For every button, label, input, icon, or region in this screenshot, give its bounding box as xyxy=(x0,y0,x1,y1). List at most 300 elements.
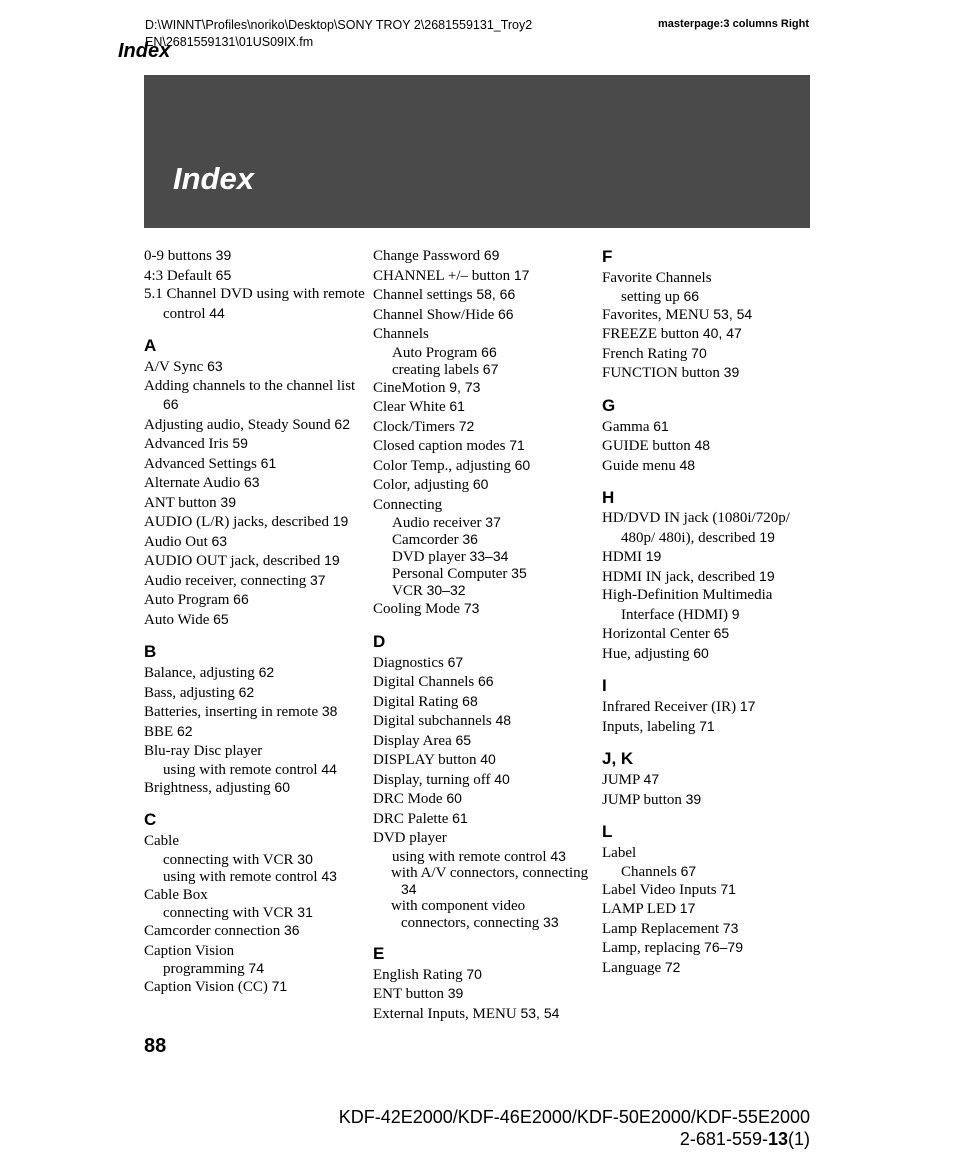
index-subentry xyxy=(144,761,366,778)
entry-page-ref: 60 xyxy=(514,456,531,473)
index-entry xyxy=(373,984,595,1004)
entry-term: Language xyxy=(602,959,665,976)
index-entry xyxy=(373,731,595,751)
index-entry xyxy=(144,571,366,591)
index-entry xyxy=(373,436,595,456)
index-entry xyxy=(144,921,366,941)
entry-term: Lamp, replacing xyxy=(602,940,705,956)
entry-term: Diagnostics xyxy=(373,654,448,671)
index-entry xyxy=(373,378,595,398)
entry-term: Infrared Receiver (IR) xyxy=(602,699,740,715)
entry-term: English Rating xyxy=(373,966,467,983)
entry-page-ref: 67 xyxy=(447,653,464,670)
entry-term: JUMP button xyxy=(602,791,686,808)
index-entry xyxy=(602,843,824,863)
entry-page-ref: 71 xyxy=(720,880,736,897)
index-entry xyxy=(373,246,595,266)
entry-term: CineMotion xyxy=(373,379,450,396)
index-entry xyxy=(373,789,595,809)
entry-page-ref: 31 xyxy=(297,904,313,920)
file-path-line2: EN\2681559131\01US09IX.fm xyxy=(145,35,314,49)
entry-page-ref: 65 xyxy=(713,625,730,641)
entry-term: Caption Vision xyxy=(144,942,235,959)
index-column-3 xyxy=(602,246,824,977)
entry-term: Digital Channels xyxy=(373,674,478,690)
index-entry xyxy=(144,512,366,532)
file-path-line1: D:\WINNT\Profiles\noriko\Desktop\SONY TROY 2\2681559131_Troy2 xyxy=(145,18,533,32)
index-entry xyxy=(602,417,824,437)
index-entry xyxy=(144,722,366,742)
section-letter: L xyxy=(602,822,613,841)
entry-term: Label Video Inputs xyxy=(602,881,721,898)
entry-page-ref: 63 xyxy=(243,474,260,490)
index-entry xyxy=(144,702,366,722)
index-subentry xyxy=(373,582,595,599)
entry-page-ref: 36 xyxy=(462,531,478,547)
entry-page-ref: 36 xyxy=(283,922,300,938)
index-entry xyxy=(144,357,366,377)
entry-term: French Rating xyxy=(602,345,692,362)
entry-term: Adding channels to the channel list xyxy=(144,377,356,394)
banner-title: Index xyxy=(173,161,254,196)
index-entry xyxy=(144,246,366,266)
entry-term: Cable xyxy=(144,833,179,849)
index-subentry xyxy=(373,531,595,548)
entry-page-ref: 37 xyxy=(485,514,501,530)
entry-page-ref: 67 xyxy=(482,360,499,377)
entry-term: 5.1 Channel DVD using with remote control xyxy=(144,286,365,322)
index-entry xyxy=(144,285,366,323)
index-entry xyxy=(602,324,824,344)
entry-term: Color, adjusting xyxy=(373,477,473,493)
entry-term: DISPLAY button xyxy=(373,752,481,768)
section-letter: J, K xyxy=(602,749,634,768)
part-suffix: (1) xyxy=(788,1129,810,1149)
entry-page-ref: 68 xyxy=(462,692,478,709)
entry-term: BBE xyxy=(144,723,177,740)
index-entry xyxy=(373,750,595,770)
entry-page-ref: 19 xyxy=(759,567,775,584)
entry-page-ref: 9, 73 xyxy=(449,378,481,395)
entry-term: VCR xyxy=(392,583,427,599)
entry-term: connecting with VCR xyxy=(163,905,298,921)
entry-page-ref: 33–34 xyxy=(469,548,509,564)
entry-term: Camcorder xyxy=(392,532,463,548)
entry-page-ref: 70 xyxy=(466,965,482,982)
index-banner xyxy=(144,75,810,228)
entry-term: ENT button xyxy=(373,986,448,1002)
index-subentry xyxy=(373,848,595,865)
entry-page-ref: 40 xyxy=(494,770,510,787)
index-entry xyxy=(602,919,824,939)
entry-term: High-Definition Multimedia Interface (HDMI) xyxy=(602,587,773,623)
entry-term: Clear White xyxy=(373,399,450,415)
entry-term: JUMP xyxy=(602,772,644,788)
entry-page-ref: 60 xyxy=(472,476,489,492)
entry-page-ref: 66 xyxy=(163,396,179,412)
index-entry xyxy=(602,880,824,900)
entry-page-ref: 39 xyxy=(215,247,232,263)
entry-page-ref: 48 xyxy=(679,456,696,473)
entry-page-ref: 19 xyxy=(759,528,775,545)
entry-term: Label xyxy=(602,845,637,861)
index-entry xyxy=(144,610,366,630)
entry-page-ref: 44 xyxy=(321,760,337,777)
entry-page-ref: 67 xyxy=(680,862,697,879)
entry-term: Closed caption modes xyxy=(373,438,510,454)
entry-term: Cooling Mode xyxy=(373,601,464,617)
entry-page-ref: 9 xyxy=(731,605,740,622)
part-prefix: 2-681-559- xyxy=(679,1129,768,1149)
index-entry xyxy=(373,672,595,692)
index-subentry xyxy=(373,865,595,898)
entry-page-ref: 70 xyxy=(691,344,707,361)
entry-page-ref: 17 xyxy=(679,900,696,916)
entry-term: Digital subchannels xyxy=(373,713,496,729)
section-letter: A xyxy=(144,336,157,355)
entry-page-ref: 58, 66 xyxy=(476,286,516,302)
entry-page-ref: 38 xyxy=(321,703,338,719)
index-subentry xyxy=(144,868,366,885)
index-entry xyxy=(373,828,595,848)
entry-term: Adjusting audio, Steady Sound xyxy=(144,416,335,433)
index-entry xyxy=(602,268,824,288)
entry-page-ref: 61 xyxy=(449,398,465,414)
index-subentry xyxy=(602,288,824,305)
index-entry xyxy=(373,456,595,476)
running-title: Index xyxy=(118,40,171,62)
index-entry xyxy=(602,344,824,364)
index-subentry xyxy=(373,361,595,378)
entry-page-ref: 69 xyxy=(483,247,500,263)
index-entry xyxy=(602,717,824,737)
masterpage-label: masterpage:3 columns Right xyxy=(658,18,809,30)
entry-page-ref: 62 xyxy=(238,683,255,700)
entry-term: Alternate Audio xyxy=(144,475,244,491)
entry-page-ref: 19 xyxy=(332,513,349,529)
entry-term: Clock/Timers xyxy=(373,418,459,435)
entry-term: Auto Program xyxy=(392,344,482,361)
entry-page-ref: 37 xyxy=(310,571,326,588)
entry-term: Auto Program xyxy=(144,592,234,608)
index-entry xyxy=(602,436,824,456)
entry-term: Display, turning off xyxy=(373,771,495,788)
index-entry xyxy=(373,599,595,619)
section-letter: E xyxy=(373,943,385,963)
entry-term: Guide menu xyxy=(602,457,680,474)
entry-page-ref: 30–32 xyxy=(426,582,466,598)
entry-term: A/V Sync xyxy=(144,359,208,375)
entry-page-ref: 39 xyxy=(220,493,236,510)
index-entry xyxy=(373,324,595,344)
entry-page-ref: 61 xyxy=(260,454,277,471)
entry-term: Favorites, MENU xyxy=(602,306,714,323)
entry-term: with A/V connectors, connecting xyxy=(391,864,589,881)
part-number xyxy=(339,1128,810,1150)
entry-term: with component video connectors, connecting xyxy=(391,897,544,931)
entry-page-ref: 60 xyxy=(693,644,709,661)
entry-term: Audio Out xyxy=(144,533,212,550)
index-entry xyxy=(373,475,595,495)
entry-page-ref: 44 xyxy=(209,304,225,321)
index-entry xyxy=(144,885,366,905)
entry-term: Audio receiver, connecting xyxy=(144,572,310,589)
entry-term: LAMP LED xyxy=(602,901,680,917)
entry-page-ref: 66 xyxy=(478,673,494,689)
entry-page-ref: 17 xyxy=(513,266,530,283)
entry-term: Display Area xyxy=(373,732,456,749)
entry-term: HDMI xyxy=(602,549,646,565)
index-entry xyxy=(373,495,595,515)
entry-term: using with remote control xyxy=(163,761,322,778)
index-entry xyxy=(373,1004,595,1024)
entry-page-ref: 63 xyxy=(211,532,228,549)
entry-term: DRC Mode xyxy=(373,791,447,807)
index-subentry xyxy=(373,344,595,361)
index-entry xyxy=(602,547,824,567)
index-entry xyxy=(373,711,595,731)
index-entry xyxy=(144,778,366,798)
page-number: 88 xyxy=(144,1035,167,1057)
section-letter: H xyxy=(602,488,615,507)
index-subentry xyxy=(602,863,824,880)
entry-term: using with remote control xyxy=(163,868,322,885)
index-entry xyxy=(144,941,366,961)
entry-term: Balance, adjusting xyxy=(144,665,259,681)
entry-term: Channel Show/Hide xyxy=(373,306,498,323)
entry-term: DRC Palette xyxy=(373,810,453,827)
entry-page-ref: 66 xyxy=(233,591,249,607)
entry-term: Channels xyxy=(621,863,681,880)
entry-term: Advanced Settings xyxy=(144,455,261,472)
entry-term: Caption Vision (CC) xyxy=(144,979,272,995)
entry-term: Brightness, adjusting xyxy=(144,779,275,796)
entry-term: Personal Computer xyxy=(392,566,512,582)
entry-term: FREEZE button xyxy=(602,326,703,342)
index-column-1 xyxy=(144,246,366,997)
entry-page-ref: 48 xyxy=(495,712,512,728)
entry-term: Hue, adjusting xyxy=(602,645,694,662)
entry-page-ref: 61 xyxy=(653,417,669,434)
entry-term: Horizontal Center xyxy=(602,626,714,642)
index-entry xyxy=(602,697,824,717)
entry-page-ref: 30 xyxy=(297,850,313,867)
index-entry xyxy=(144,831,366,851)
index-entry xyxy=(373,770,595,790)
entry-term: programming xyxy=(163,961,249,977)
index-entry xyxy=(144,415,366,435)
entry-page-ref: 19 xyxy=(324,552,340,568)
entry-term: Favorite Channels xyxy=(602,270,712,286)
index-entry xyxy=(602,938,824,958)
entry-term: Change Password xyxy=(373,248,484,264)
entry-page-ref: 40 xyxy=(480,751,496,767)
model-numbers: KDF-42E2000/KDF-46E2000/KDF-50E2000/KDF-55E2000 xyxy=(338,1107,810,1127)
entry-term: Gamma xyxy=(602,418,654,435)
index-entry xyxy=(602,509,824,547)
entry-term: setting up xyxy=(621,288,684,305)
entry-term: AUDIO OUT jack, described xyxy=(144,553,325,569)
entry-term: Advanced Iris xyxy=(144,436,233,452)
index-entry xyxy=(144,663,366,683)
index-entry xyxy=(373,965,595,985)
entry-page-ref: 53, 54 xyxy=(713,305,753,322)
entry-page-ref: 39 xyxy=(723,364,740,380)
entry-term: DVD player xyxy=(373,830,447,846)
entry-term: Lamp Replacement xyxy=(602,920,723,937)
index-entry xyxy=(144,473,366,493)
entry-page-ref: 17 xyxy=(739,698,756,714)
entry-term: FUNCTION button xyxy=(602,365,724,381)
entry-page-ref: 60 xyxy=(274,778,290,795)
entry-page-ref: 71 xyxy=(509,437,525,453)
index-entry xyxy=(602,958,824,978)
entry-page-ref: 62 xyxy=(334,415,350,432)
entry-page-ref: 72 xyxy=(458,417,475,434)
entry-term: ANT button xyxy=(144,494,221,511)
index-entry xyxy=(602,363,824,383)
entry-page-ref: 39 xyxy=(447,985,464,1001)
entry-page-ref: 43 xyxy=(321,867,337,884)
entry-page-ref: 71 xyxy=(699,717,715,734)
index-entry xyxy=(602,586,824,624)
entry-term: External Inputs, MENU xyxy=(373,1005,521,1022)
index-entry xyxy=(373,809,595,829)
entry-page-ref: 61 xyxy=(452,809,468,826)
entry-page-ref: 62 xyxy=(176,722,193,739)
index-entry xyxy=(373,285,595,305)
entry-page-ref: 59 xyxy=(232,435,248,451)
entry-page-ref: 60 xyxy=(446,790,462,806)
entry-page-ref: 63 xyxy=(207,358,223,374)
entry-term: Color Temp., adjusting xyxy=(373,457,515,474)
section-letter: F xyxy=(602,247,613,266)
entry-term: Connecting xyxy=(373,496,443,513)
index-entry xyxy=(373,653,595,673)
entry-page-ref: 66 xyxy=(683,287,700,304)
index-entry xyxy=(373,397,595,417)
index-entry xyxy=(602,790,824,810)
entry-page-ref: 65 xyxy=(455,731,472,748)
entry-term: DVD player xyxy=(392,549,470,565)
index-entry xyxy=(602,456,824,476)
index-entry xyxy=(373,692,595,712)
entry-term: creating labels xyxy=(392,361,483,378)
entry-page-ref: 39 xyxy=(685,790,702,807)
entry-page-ref: 73 xyxy=(722,919,739,936)
entry-term: connecting with VCR xyxy=(163,851,298,868)
index-entry xyxy=(602,899,824,919)
part-bold: 13 xyxy=(767,1129,788,1149)
entry-term: Auto Wide xyxy=(144,611,214,628)
entry-term: HD/DVD IN jack (1080i/720p/ 480p/ 480i), described xyxy=(602,510,790,546)
entry-page-ref: 62 xyxy=(258,664,275,680)
index-entry xyxy=(373,417,595,437)
index-entry xyxy=(144,493,366,513)
entry-page-ref: 76–79 xyxy=(704,939,743,955)
index-subentry xyxy=(373,548,595,565)
index-subentry xyxy=(373,565,595,582)
section-letter: G xyxy=(602,395,616,415)
entry-page-ref: 34 xyxy=(401,880,417,897)
index-subentry xyxy=(144,904,366,921)
index-entry xyxy=(144,532,366,552)
entry-page-ref: 43 xyxy=(550,847,566,864)
file-path xyxy=(145,17,605,51)
entry-term: using with remote control xyxy=(392,848,551,865)
entry-page-ref: 65 xyxy=(215,266,232,283)
entry-page-ref: 35 xyxy=(511,565,527,581)
entry-term: Cable Box xyxy=(144,886,208,903)
entry-page-ref: 19 xyxy=(645,548,662,564)
section-letter: B xyxy=(144,642,157,661)
index-subentry xyxy=(373,898,595,931)
entry-page-ref: 66 xyxy=(481,343,497,360)
entry-page-ref: 73 xyxy=(463,600,480,616)
index-entry xyxy=(144,434,366,454)
entry-term: Batteries, inserting in remote xyxy=(144,704,322,720)
entry-term: Audio receiver xyxy=(392,515,486,531)
index-entry xyxy=(144,741,366,761)
entry-page-ref: 71 xyxy=(271,978,288,994)
entry-term: Blu-ray Disc player xyxy=(144,743,263,759)
index-subentry xyxy=(144,851,366,868)
section-letter: C xyxy=(144,810,157,829)
entry-page-ref: 47 xyxy=(643,771,660,787)
index-subentry xyxy=(144,960,366,977)
entry-term: Bass, adjusting xyxy=(144,684,239,701)
section-letter: D xyxy=(373,631,386,651)
index-entry xyxy=(144,454,366,474)
entry-term: 0-9 buttons xyxy=(144,248,216,264)
entry-term: 4:3 Default xyxy=(144,267,216,284)
index-entry xyxy=(144,551,366,571)
index-entry xyxy=(602,624,824,644)
entry-page-ref: 74 xyxy=(248,960,264,976)
index-entry xyxy=(602,770,824,790)
model-footer xyxy=(339,1106,810,1150)
entry-page-ref: 48 xyxy=(694,437,711,453)
section-letter: I xyxy=(602,676,607,695)
entry-page-ref: 65 xyxy=(213,610,229,627)
entry-page-ref: 40, 47 xyxy=(702,325,742,341)
entry-page-ref: 66 xyxy=(498,305,514,322)
entry-term: Digital Rating xyxy=(373,693,463,710)
index-entry xyxy=(144,266,366,286)
index-entry xyxy=(602,644,824,664)
entry-term: Channel settings xyxy=(373,287,477,303)
index-subentry xyxy=(373,514,595,531)
index-entry xyxy=(144,977,366,997)
index-entry xyxy=(602,305,824,325)
entry-page-ref: 72 xyxy=(664,958,681,975)
index-entry xyxy=(144,590,366,610)
index-entry xyxy=(373,266,595,286)
entry-term: AUDIO (L/R) jacks, described xyxy=(144,514,333,530)
entry-term: GUIDE button xyxy=(602,438,695,454)
entry-term: Camcorder connection xyxy=(144,923,284,939)
index-entry xyxy=(373,305,595,325)
index-column-2 xyxy=(373,246,595,1023)
entry-page-ref: 53, 54 xyxy=(520,1004,560,1021)
index-entry xyxy=(144,377,366,415)
entry-page-ref: 33 xyxy=(543,913,559,930)
entry-term: Inputs, labeling xyxy=(602,718,700,735)
entry-term: CHANNEL +/– button xyxy=(373,267,514,284)
entry-term: HDMI IN jack, described xyxy=(602,568,760,585)
index-entry xyxy=(602,567,824,587)
entry-term: Channels xyxy=(373,326,429,342)
